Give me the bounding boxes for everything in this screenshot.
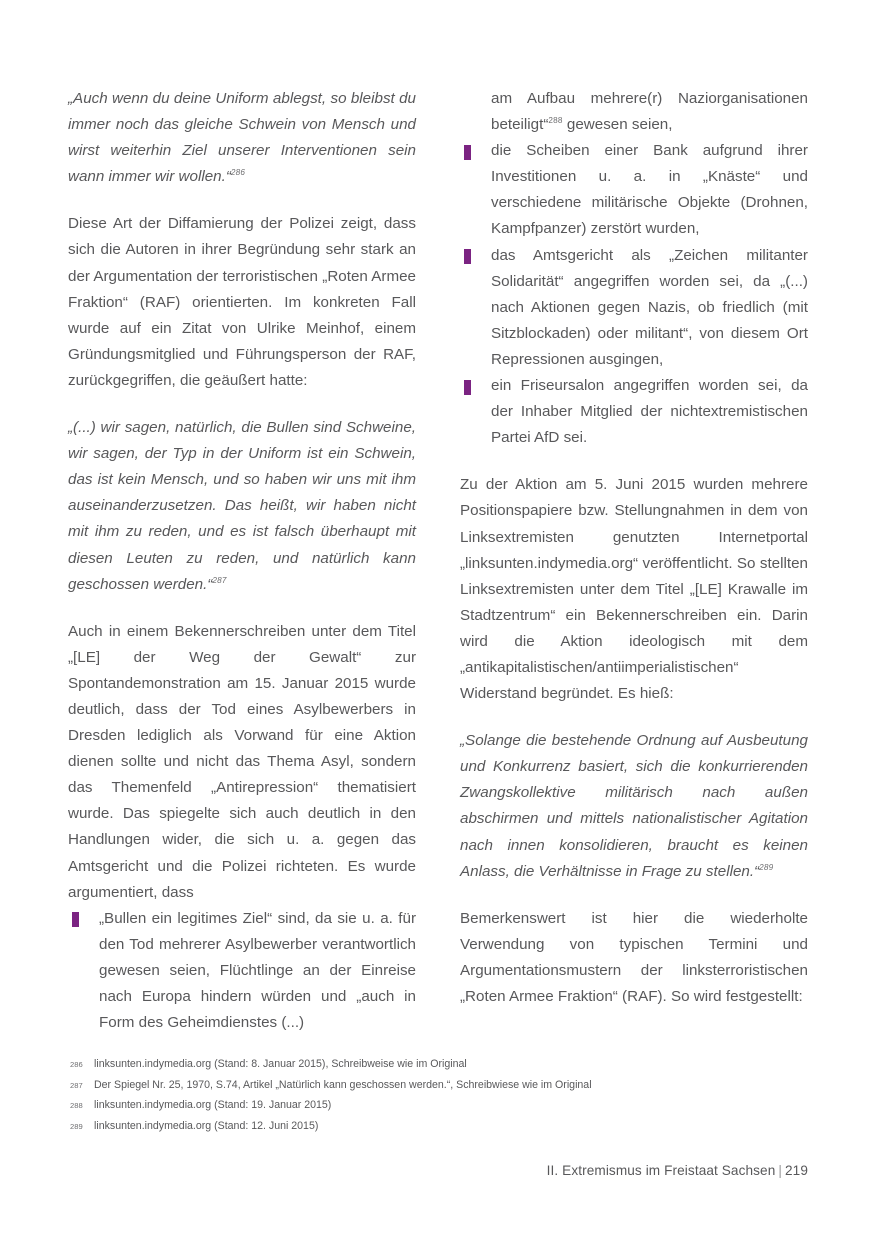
- right-paragraph-2: Bemerkenswert ist hier die wiederholte Verwendung von typischen Termini und Argumentationsmustern der linksterroristischen „Roten Armee Fraktion“ (RAF). So wird festgestellt:: [460, 909, 808, 1005]
- bullet-square-icon: [72, 912, 79, 927]
- left-column: [68, 86, 416, 1036]
- bullet-square-icon: [464, 380, 471, 395]
- footnote-entry: [68, 1054, 808, 1075]
- right-paragraph-1: Zu der Aktion am 5. Juni 2015 wurden mehrere Positionspapiere bzw. Stellungnahmen in dem von Linksextremisten genutzten Internetportal „linksunten.indymedia.org“ veröffentlicht. So stellten Linksextremisten unter dem Titel „[LE] Krawalle im Stadtzentrum“ ein Bekennerschreiben ein. Darin wird die Aktion ideologisch mit dem „antikapitalistischen/antiimperialistischen“ Widerstand begründet. Es hieß:: [460, 476, 808, 703]
- left-paragraph-2: Auch in einem Bekennerschreiben unter dem Titel „[LE] der Weg der Gewalt“ zur Spontandemonstration am 15. Januar 2015 wurde deutlich, dass der Tod eines Asylbewerbers in Dresden lediglich als Vorwand für eine Aktion dienen sollte und nicht das Thema Asyl, sondern das Themenfeld „Antirepression“ thematisiert wurde. Das spiegelte sich auch deutlich in den Handlungen wider, die sich u. a. gegen das Amtsgericht und die Polizei richteten. Es wurde argumentiert, dass: [68, 622, 416, 901]
- footnote-text: Der Spiegel Nr. 25, 1970, S.74, Artikel „Natürlich kann geschossen werden.“, Schreibwiese wie im Original: [94, 1078, 592, 1091]
- footnote-text: linksunten.indymedia.org (Stand: 8. Januar 2015), Schreibweise wie im Original: [94, 1058, 467, 1070]
- page-number: 219: [785, 1163, 808, 1178]
- list-item-text: die Scheiben einer Bank aufgrund ihrer Investitionen u. a. in „Knäste“ und verschiedene militärische Objekte (Drohnen, Kampfpanzer) zerstört wurden,: [491, 142, 808, 238]
- bullet-square-icon: [464, 249, 471, 264]
- spacer: [460, 451, 808, 472]
- bullet-square-icon: [464, 145, 471, 160]
- footnote-number: 286: [70, 1060, 83, 1069]
- page-footer: [68, 1163, 808, 1178]
- list-item-text: „Bullen ein legitimes Ziel“ sind, da sie u. a. für den Tod mehrerer Asylbewerber verantwortlich gewesen seien, Flüchtlinge an der Einreise nach Europa hindern würden und „auch in Form des Geheimdienstes (...): [99, 909, 416, 1032]
- footnote-ref-286: 286: [230, 168, 246, 178]
- footnote-number: 287: [70, 1080, 83, 1090]
- right-quote-1-text: „Solange die bestehende Ordnung auf Ausbeutung und Konkurrenz basiert, sich die konkurrierenden Zwangskollektive militärisch nach außen abschirmen und mittels nationalistischer Agitation nach innen konsolidieren, braucht es keinen Anlass, die Verhältnisse in Frage zu stellen.“: [460, 732, 808, 880]
- list-item: [68, 906, 416, 1036]
- left-paragraph-1: Diese Art der Diffamierung der Polizei zeigt, dass sich die Autoren in ihrer Begründung sehr stark an der Argumentation der terroristischen „Roten Armee Fraktion“ (RAF) orientierten. Im konkreten Fall wurde auf ein Zitat von Ulrike Meinhof, einem Gründungsmitglied und Führungsperson der RAF, zurückgegriffen, die geäußert hatte:: [68, 215, 416, 389]
- footnotes-block: [68, 1054, 808, 1136]
- list-item-text: das Amtsgericht als „Zeichen militanter Solidarität“ angegriffen worden sei, da „(...) nach Aktionen gegen Nazis, ob friedlich (mit Sitzblockaden) oder militant“, von diesem Ort Repressionen ausgingen,: [491, 246, 808, 368]
- footnote-ref-288: 288: [548, 116, 563, 126]
- list-item-text: ein Friseursalon angegriffen worden sei, da der Inhaber Mitglied der nichtextremistischen Partei AfD sei.: [491, 377, 808, 447]
- list-item: [460, 243, 808, 373]
- right-bullet-list: [460, 86, 808, 451]
- footnote-text: linksunten.indymedia.org (Stand: 12. Juni 2015): [94, 1119, 319, 1132]
- footer-title: II. Extremismus im Freistaat Sachsen: [546, 1163, 776, 1178]
- list-item: [460, 373, 808, 451]
- list-item-text: am Aufbau mehrere(r) Naziorganisationen beteiligt“: [491, 90, 808, 134]
- footnote-number: 289: [70, 1121, 83, 1131]
- footnote-number: 288: [70, 1101, 83, 1111]
- footnote-ref-289: 289: [759, 862, 774, 872]
- list-item-text-tail: gewesen seien,: [562, 116, 673, 134]
- right-column: [460, 86, 808, 1036]
- left-quote-2: [68, 415, 416, 598]
- list-item-continuation: [460, 86, 808, 138]
- footnote-ref-287: 287: [212, 575, 227, 585]
- footer-separator: |: [778, 1163, 783, 1178]
- left-bullet-list: [68, 906, 416, 1036]
- page-content-columns: [68, 86, 808, 1036]
- left-quote-1-text: „Auch wenn du deine Uniform ablegst, so bleibst du immer noch das gleiche Schwein von Mensch und wirst weiterhin Ziel unserer Interventionen sein wann immer wir wollen.“: [68, 90, 416, 186]
- list-item: [460, 138, 808, 242]
- left-quote-2-text: „(...) wir sagen, natürlich, die Bullen sind Schweine, wir sagen, der Typ in der Uniform ist ein Schwein, das ist kein Mensch, und so haben wir uns mit ihm auseinanderzusetzen. Das heißt, wir haben nicht mit ihm zu reden, und es ist falsch überhaupt mit diesen Leuten zu reden, und natürlich kann geschossen werden.“: [68, 419, 416, 593]
- footnote-entry: [68, 1095, 808, 1116]
- right-quote-1: [460, 728, 808, 885]
- footnote-entry: [68, 1116, 808, 1137]
- footnote-text: linksunten.indymedia.org (Stand: 19. Januar 2015): [94, 1099, 332, 1112]
- footnote-entry: [68, 1075, 808, 1096]
- left-quote-1: [68, 86, 416, 190]
